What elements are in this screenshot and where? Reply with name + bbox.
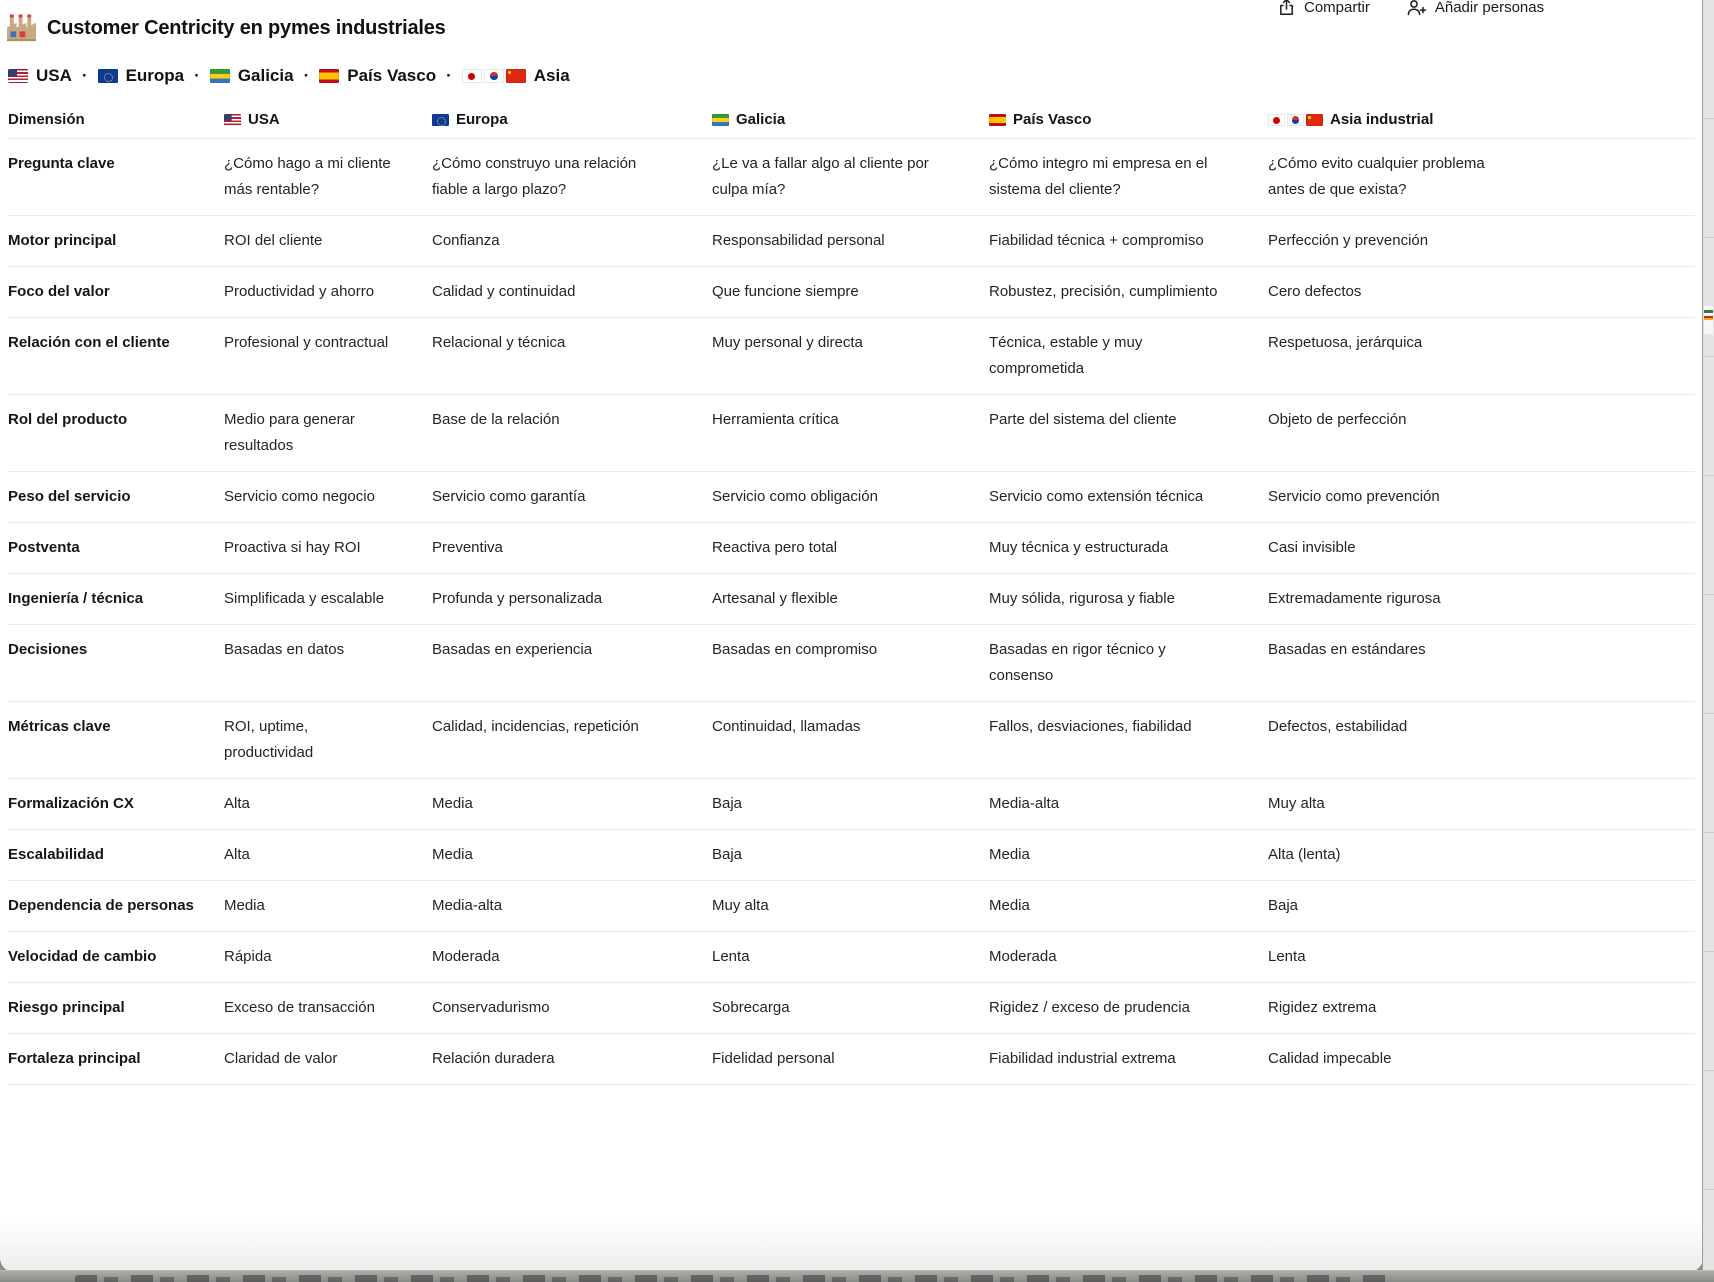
table-cell[interactable]: Rápida <box>224 948 272 965</box>
table-cell[interactable]: Continuidad, llamadas <box>712 718 861 735</box>
table-cell[interactable]: ¿Cómo construyo una relación fiable a largo plazo? <box>432 155 637 198</box>
table-cell[interactable]: Media <box>432 795 473 812</box>
table-cell[interactable]: Media <box>989 846 1030 863</box>
table-cell[interactable]: ¿Le va a fallar algo al cliente por culpa mía? <box>712 155 929 198</box>
background-window-edge[interactable] <box>1702 0 1714 1282</box>
table-row <box>8 394 1695 471</box>
table-cell[interactable]: Objeto de perfección <box>1268 411 1407 428</box>
row-dimension-cell[interactable]: Ingeniería / técnica <box>8 590 144 607</box>
table-cell[interactable]: Lenta <box>712 948 750 965</box>
flag-us-icon <box>8 69 28 83</box>
column-header-es[interactable] <box>989 102 1268 138</box>
flag-jp-icon <box>462 69 482 83</box>
table-cell[interactable]: Muy alta <box>1268 795 1325 812</box>
row-dimension-cell[interactable]: Postventa <box>8 539 80 556</box>
table-row <box>8 138 1695 215</box>
flag-group <box>319 69 339 83</box>
legend-item-label: USA <box>36 66 72 85</box>
table-cell[interactable]: Basadas en datos <box>224 641 345 658</box>
table-row <box>8 778 1695 829</box>
table-cell[interactable]: Basadas en estándares <box>1268 641 1426 658</box>
share-label: Compartir <box>1304 0 1370 16</box>
legend-separator: · <box>194 66 200 85</box>
flag-group <box>98 69 118 83</box>
table-row <box>8 880 1695 931</box>
table-cell[interactable]: Profunda y personalizada <box>432 590 603 607</box>
table-cell[interactable]: Servicio como obligación <box>712 488 878 505</box>
table-cell[interactable]: Proactiva si hay ROI <box>224 539 361 556</box>
column-header-label: USA <box>248 111 280 128</box>
legend-item-es[interactable] <box>319 66 436 86</box>
legend-item-jp-kr-cn[interactable] <box>462 66 570 86</box>
table-cell[interactable]: Exceso de transacción <box>224 999 375 1016</box>
table-cell[interactable]: Robustez, precisión, cumplimiento <box>989 283 1218 300</box>
flag-ga-icon <box>712 114 729 126</box>
table-row <box>8 317 1695 394</box>
table-cell[interactable]: Extremadamente rigurosa <box>1268 590 1441 607</box>
table-row <box>8 982 1695 1033</box>
table-cell[interactable]: Defectos, estabilidad <box>1268 718 1408 735</box>
table-cell[interactable]: Sobrecarga <box>712 999 790 1016</box>
table-cell[interactable]: Rigidez / exceso de prudencia <box>989 999 1190 1016</box>
add-people-button[interactable] <box>1406 0 1544 17</box>
flag-group <box>224 114 241 126</box>
column-header-label: Europa <box>456 111 508 128</box>
table-cell[interactable]: Baja <box>1268 897 1299 914</box>
flag-group <box>462 69 526 83</box>
table-cell[interactable]: Calidad y continuidad <box>432 283 576 300</box>
column-header-label: País Vasco <box>1013 111 1092 128</box>
column-header-label: Asia industrial <box>1330 111 1434 128</box>
legend-item-us[interactable] <box>8 66 72 86</box>
table-row <box>8 624 1695 701</box>
row-dimension-cell[interactable]: Escalabilidad <box>8 846 104 863</box>
table-cell[interactable]: Servicio como negocio <box>224 488 375 505</box>
table-cell[interactable]: Base de la relación <box>432 411 560 428</box>
page-title-block[interactable] <box>6 14 446 43</box>
table-row <box>8 215 1695 266</box>
flag-cn-icon <box>506 69 526 83</box>
table-cell[interactable]: Claridad de valor <box>224 1050 338 1067</box>
table-cell[interactable]: ROI del cliente <box>224 232 323 249</box>
legend-separator: · <box>81 66 88 85</box>
table-row <box>8 573 1695 624</box>
table-cell[interactable]: Cero defectos <box>1268 283 1362 300</box>
table-row <box>8 829 1695 880</box>
table-cell[interactable]: Media <box>432 846 473 863</box>
column-header-eu[interactable] <box>432 102 712 138</box>
table-cell[interactable]: Técnica, estable y muy comprometida <box>989 334 1143 377</box>
table-row <box>8 931 1695 982</box>
table-cell[interactable]: Alta <box>224 846 250 863</box>
table-cell[interactable]: Relación duradera <box>432 1050 555 1067</box>
flag-es-icon <box>319 69 339 83</box>
table-row <box>8 266 1695 317</box>
row-dimension-cell[interactable]: Métricas clave <box>8 718 111 735</box>
table-cell[interactable]: Lenta <box>1268 948 1306 965</box>
table-cell[interactable]: Alta (lenta) <box>1268 846 1341 863</box>
table-cell[interactable]: Responsabilidad personal <box>712 232 885 249</box>
flag-group <box>210 69 230 83</box>
flag-group <box>1268 114 1323 126</box>
column-header-jp-kr-cn[interactable] <box>1268 102 1546 138</box>
legend-separator: · <box>303 66 310 85</box>
table-cell[interactable]: Servicio como garantía <box>432 488 586 505</box>
table-cell[interactable]: Fidelidad personal <box>712 1050 835 1067</box>
flag-group <box>712 114 729 126</box>
page-title[interactable]: Customer Centricity en pymes industriales <box>47 17 446 39</box>
column-header-ga[interactable] <box>712 102 989 138</box>
table-cell[interactable]: ¿Cómo evito cualquier problema antes de que exista? <box>1268 155 1485 198</box>
table-cell[interactable]: Media <box>989 897 1030 914</box>
flag-us-icon <box>224 114 241 126</box>
table-cell[interactable]: ROI, uptime, productividad <box>224 718 314 761</box>
flag-es-icon <box>989 114 1006 126</box>
table-cell[interactable]: Casi invisible <box>1268 539 1356 556</box>
legend-item-label: Galicia <box>237 66 294 85</box>
table-cell[interactable]: Reactiva pero total <box>712 539 838 556</box>
table-cell[interactable]: Basadas en rigor técnico y consenso <box>989 641 1166 684</box>
table-cell[interactable]: Servicio como prevención <box>1268 488 1440 505</box>
column-header-us[interactable] <box>224 102 432 138</box>
table-cell[interactable]: Moderada <box>432 948 500 965</box>
row-dimension-cell[interactable]: Decisiones <box>8 641 88 658</box>
table-cell[interactable]: Profesional y contractual <box>224 334 389 351</box>
table-cell[interactable]: Preventiva <box>432 539 503 556</box>
flag-kr-icon <box>1287 114 1304 126</box>
table-cell[interactable]: Parte del sistema del cliente <box>989 411 1177 428</box>
table-cell[interactable]: Media-alta <box>989 795 1060 812</box>
table-cell[interactable]: Fiabilidad técnica + compromiso <box>989 232 1204 249</box>
table-cell[interactable]: Perfección y prevención <box>1268 232 1429 249</box>
dock-strip[interactable] <box>0 1270 1714 1282</box>
table-cell[interactable]: Fallos, desviaciones, fiabilidad <box>989 718 1192 735</box>
table-cell[interactable]: Conservadurismo <box>432 999 550 1016</box>
table-cell[interactable]: Fiabilidad industrial extrema <box>989 1050 1176 1067</box>
person-plus-icon <box>1406 0 1427 17</box>
table-cell[interactable]: Servicio como extensión técnica <box>989 488 1204 505</box>
table-cell[interactable]: Que funcione siempre <box>712 283 859 300</box>
row-dimension-cell[interactable]: Pregunta clave <box>8 155 115 172</box>
legend-item-label: Europa <box>125 66 185 85</box>
table-cell[interactable]: Muy técnica y estructurada <box>989 539 1169 556</box>
flag-jp-icon <box>1268 114 1285 126</box>
legend-item-label: Asia <box>533 66 570 85</box>
table-cell[interactable]: Muy alta <box>712 897 769 914</box>
table-cell[interactable]: ¿Cómo hago a mi cliente más rentable? <box>224 155 391 198</box>
flag-kr-icon <box>484 69 504 83</box>
table-row <box>8 522 1695 573</box>
table-cell[interactable]: Calidad, incidencias, repetición <box>432 718 639 735</box>
table-cell[interactable]: Simplificada y escalable <box>224 590 385 607</box>
flag-group <box>989 114 1006 126</box>
table-row <box>8 1033 1695 1084</box>
legend-separator: · <box>446 66 452 85</box>
table-cell[interactable]: Media <box>224 897 265 914</box>
flag-cn-icon <box>1306 114 1323 126</box>
share-button[interactable] <box>1277 0 1370 17</box>
add-people-label: Añadir personas <box>1434 0 1545 16</box>
flag-group <box>432 114 449 126</box>
table-body <box>8 138 1695 1085</box>
table-cell[interactable]: Muy personal y directa <box>712 334 863 351</box>
table-cell[interactable]: Calidad impecable <box>1268 1050 1392 1067</box>
table-cell[interactable]: Basadas en experiencia <box>432 641 593 658</box>
window-bottom-fade <box>0 1220 1703 1272</box>
row-dimension-cell[interactable]: Fortaleza principal <box>8 1050 141 1067</box>
row-dimension-cell[interactable]: Motor principal <box>8 232 117 249</box>
column-header-dimension[interactable]: Dimensión <box>8 111 85 128</box>
share-icon <box>1277 0 1296 17</box>
row-dimension-cell[interactable]: Peso del servicio <box>8 488 131 505</box>
table-cell[interactable]: Artesanal y flexible <box>712 590 838 607</box>
table-cell[interactable]: Confianza <box>432 232 500 249</box>
flag-eu-icon <box>98 69 118 83</box>
factory-emoji-icon <box>6 14 37 43</box>
legend-item-eu[interactable] <box>98 66 185 86</box>
table-cell[interactable]: Medio para generar resultados <box>224 411 355 454</box>
region-legend[interactable] <box>8 66 570 86</box>
table-cell[interactable]: Respetuosa, jerárquica <box>1268 334 1423 351</box>
row-dimension-cell[interactable]: Relación con el cliente <box>8 334 170 351</box>
table-cell[interactable]: Herramienta crítica <box>712 411 839 428</box>
comparison-table <box>8 102 1695 1085</box>
table-cell[interactable]: Rigidez extrema <box>1268 999 1377 1016</box>
table-cell[interactable]: Productividad y ahorro <box>224 283 375 300</box>
table-cell[interactable]: Media-alta <box>432 897 503 914</box>
row-dimension-cell[interactable]: Rol del producto <box>8 411 128 428</box>
row-dimension-cell[interactable]: Formalización CX <box>8 795 134 812</box>
table-cell[interactable]: Baja <box>712 846 743 863</box>
table-row <box>8 471 1695 522</box>
flag-ga-icon <box>210 69 230 83</box>
table-header-row <box>8 102 1695 138</box>
table-cell[interactable]: Alta <box>224 795 250 812</box>
legend-item-ga[interactable] <box>210 66 294 86</box>
row-dimension-cell[interactable]: Riesgo principal <box>8 999 125 1016</box>
table-cell[interactable]: Relacional y técnica <box>432 334 566 351</box>
table-row <box>8 701 1695 778</box>
table-cell[interactable]: Baja <box>712 795 743 812</box>
row-dimension-cell[interactable]: Foco del valor <box>8 283 110 300</box>
table-cell[interactable]: ¿Cómo integro mi empresa en el sistema del cliente? <box>989 155 1208 198</box>
column-header-label: Galicia <box>736 111 786 128</box>
row-dimension-cell[interactable]: Velocidad de cambio <box>8 948 157 965</box>
table-cell[interactable]: Basadas en compromiso <box>712 641 878 658</box>
flag-group <box>8 69 28 83</box>
table-cell[interactable]: Muy sólida, rigurosa y fiable <box>989 590 1175 607</box>
legend-item-label: País Vasco <box>347 66 437 85</box>
flag-eu-icon <box>432 114 449 126</box>
row-dimension-cell[interactable]: Dependencia de personas <box>8 897 194 914</box>
table-cell[interactable]: Moderada <box>989 948 1057 965</box>
toolbar <box>1277 0 1544 17</box>
